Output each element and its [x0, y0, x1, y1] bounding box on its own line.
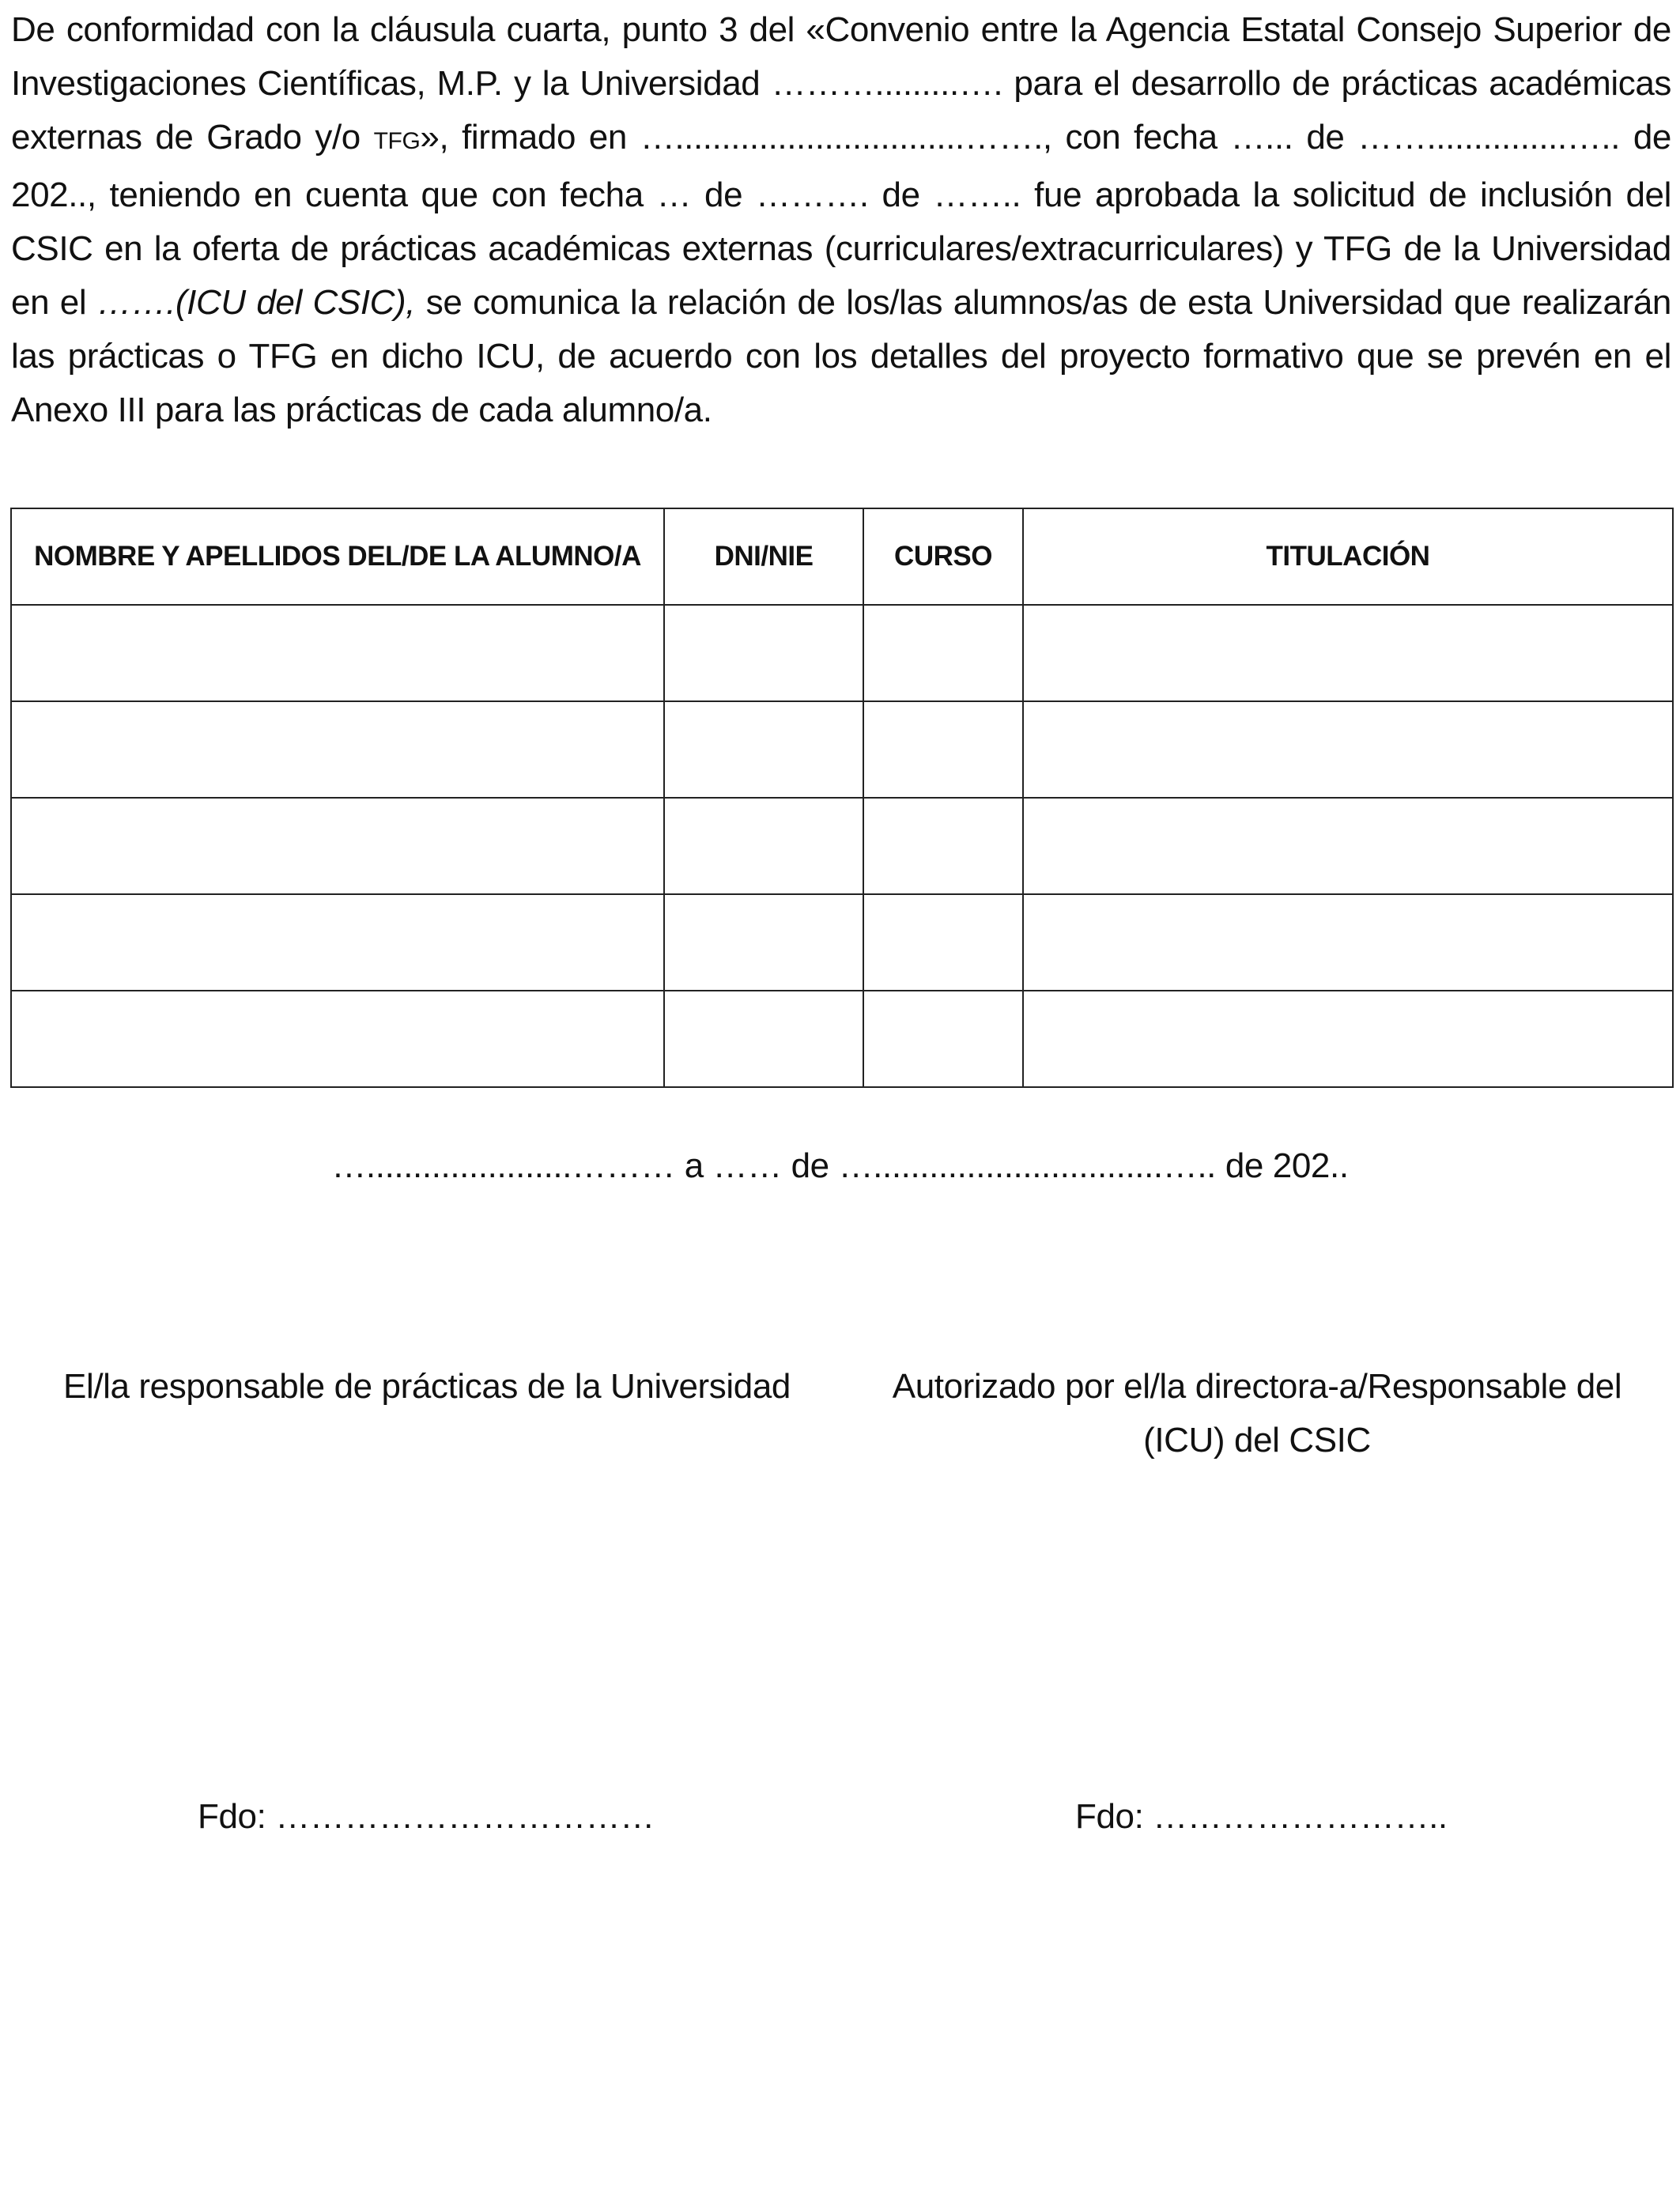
cell-titulacion[interactable] [1023, 605, 1673, 701]
cell-name[interactable] [11, 605, 664, 701]
intro-paragraph [11, 3, 1671, 437]
cell-curso[interactable] [863, 991, 1023, 1087]
table-row [11, 798, 1673, 894]
intro-tfg-small: TFG [373, 128, 421, 154]
intro-icu-italic: …….(ICU del CSIC), [96, 283, 416, 322]
cell-curso[interactable] [863, 894, 1023, 991]
cell-dni[interactable] [664, 894, 863, 991]
cell-dni[interactable] [664, 701, 863, 798]
cell-curso[interactable] [863, 701, 1023, 798]
header-curso: CURSO [863, 508, 1023, 605]
cell-dni[interactable] [664, 798, 863, 894]
cell-titulacion[interactable] [1023, 701, 1673, 798]
cell-curso[interactable] [863, 798, 1023, 894]
cell-dni[interactable] [664, 991, 863, 1087]
header-titulacion: TITULACIÓN [1023, 508, 1673, 605]
cell-titulacion[interactable] [1023, 798, 1673, 894]
cell-name[interactable] [11, 701, 664, 798]
cell-curso[interactable] [863, 605, 1023, 701]
table-row [11, 701, 1673, 798]
signature-line-university: Fdo: …………………………… [198, 1797, 655, 1836]
place-date-line: …......................……… a …… de …...............................….. de 202.. [331, 1146, 1349, 1185]
cell-name[interactable] [11, 798, 664, 894]
signature-title-icu: Autorizado por el/la directora-a/Responsable del (ICU) del CSIC [892, 1367, 1622, 1460]
intro-text-2: », firmado en …...............................……., con fecha …... de ……...............….. de 202.., teniendo en cuenta que con fecha … de ………. de …….. fue aprobada la solicitud de inclusión del CSIC en la oferta de prácticas académicas externas (curriculares/extracurriculares) y TFG de la Universidad en el [11, 118, 1671, 322]
signature-line-icu: Fdo: …………………….. [1075, 1797, 1448, 1836]
cell-dni[interactable] [664, 605, 863, 701]
signature-title-university: El/la responsable de prácticas de la Universidad [63, 1367, 791, 1406]
table-row [11, 894, 1673, 991]
table-header-row [11, 508, 1673, 605]
table-row [11, 991, 1673, 1087]
cell-titulacion[interactable] [1023, 894, 1673, 991]
table-row [11, 605, 1673, 701]
cell-name[interactable] [11, 991, 664, 1087]
students-table [10, 508, 1674, 1088]
intro-text-3: se comunica la relación de los/las alumnos/as de esta Universidad que realizarán las prácticas o TFG en dicho ICU, de acuerdo con los detalles del proyecto formativo que se prevén en el Anexo III para las prácticas de cada alumno/a. [11, 283, 1671, 429]
cell-name[interactable] [11, 894, 664, 991]
intro-text-1: De conformidad con la cláusula cuarta, punto 3 del «Convenio entre la Agencia Estatal Consejo Superior de Investigaciones Científicas, M.P. y la Universidad ……….........…. para el desarrollo de prácticas académicas externas de Grado y/o [11, 10, 1671, 157]
header-name: NOMBRE Y APELLIDOS DEL/DE LA ALUMNO/A [11, 508, 664, 605]
header-dni: DNI/NIE [664, 508, 863, 605]
cell-titulacion[interactable] [1023, 991, 1673, 1087]
